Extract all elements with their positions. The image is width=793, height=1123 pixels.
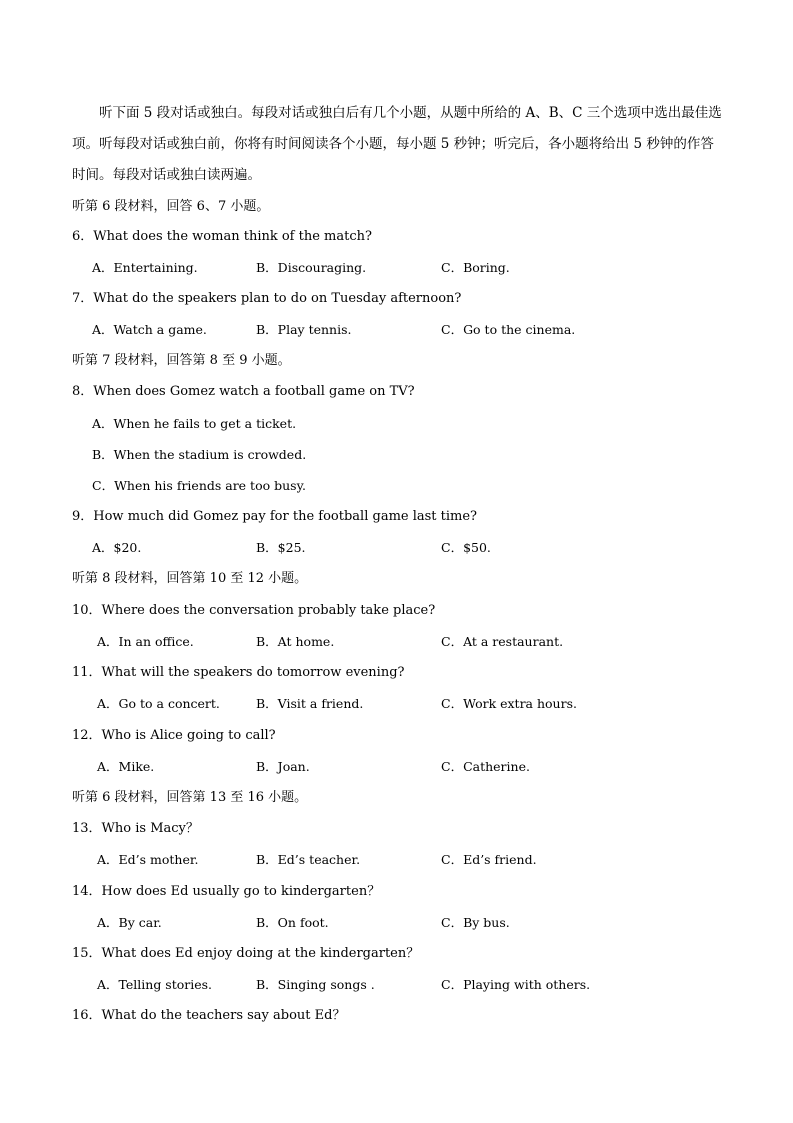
option-b: B．Play tennis. [256, 322, 352, 337]
option-a: A．$20. [92, 540, 142, 555]
section-heading: 听第 6 段材料，回答 6、7 小题。 [72, 199, 270, 214]
option-a: A．Ed’s mother. [97, 852, 199, 867]
option-c: C．When his friends are too busy. [92, 478, 306, 493]
question-stem: 7．What do the speakers plan to do on Tuesday afternoon? [72, 291, 462, 306]
question-stem: 14．How does Ed usually go to kindergarten？ [72, 884, 381, 899]
option-b: B．Discouraging. [256, 260, 367, 275]
option-b: B．Joan. [256, 759, 310, 774]
option-b: B．When the stadium is crowded. [92, 447, 307, 462]
option-a: A．Entertaining. [92, 260, 198, 275]
option-b: B．Ed’s teacher. [256, 852, 361, 867]
question-stem: 11．What will the speakers do tomorrow evening? [72, 665, 405, 680]
option-a: A．Watch a game. [92, 322, 207, 337]
option-c: C．By bus. [441, 915, 510, 930]
option-c: C．Playing with others. [441, 977, 591, 992]
question-stem: 9．How much did Gomez pay for the football game last time? [72, 509, 478, 524]
question-stem: 8．When does Gomez watch a football game on TV? [72, 384, 415, 399]
option-c: C．$50. [441, 540, 491, 555]
section-heading: 听第 6 段材料，回答第 13 至 16 小题。 [72, 790, 308, 805]
option-c: C．Ed’s friend. [441, 852, 537, 867]
section-heading: 听第 7 段材料，回答第 8 至 9 小题。 [72, 353, 291, 368]
option-a: A．By car. [97, 915, 162, 930]
option-c: C．Boring. [441, 260, 510, 275]
option-c: C．Work extra hours. [441, 696, 577, 711]
option-b: B．At home. [256, 634, 335, 649]
option-b: B．Visit a friend. [256, 696, 364, 711]
question-stem: 13．Who is Macy？ [72, 821, 199, 836]
question-stem: 15．What does Ed enjoy doing at the kindergarten？ [72, 946, 420, 961]
option-b: B．$25. [256, 540, 306, 555]
question-stem: 12．Who is Alice going to call? [72, 728, 276, 743]
option-c: C．Catherine. [441, 759, 530, 774]
option-b: B．Singing songs . [256, 977, 375, 992]
option-a: A．Go to a concert. [97, 696, 220, 711]
option-c: C．At a restaurant. [441, 634, 564, 649]
option-a: A．In an office. [97, 634, 194, 649]
listening-instructions: 听下面 5 段对话或独白。每段对话或独白后有几个小题，从题中所给的 A、B、C 三个选项中选出最佳选项。听每段对话或独白前，你将有时间阅读各个小题，每小题 5 秒钟；听完后，各小题将给出 5 秒钟的作答时间。每段对话或独白读两遍。 [72, 105, 722, 183]
option-a: A．Mike. [97, 759, 155, 774]
option-a: A．When he fails to get a ticket. [92, 416, 297, 431]
option-b: B．On foot. [256, 915, 329, 930]
question-stem: 6．What does the woman think of the match? [72, 229, 372, 244]
option-a: A．Telling stories. [97, 977, 213, 992]
question-stem: 10．Where does the conversation probably take place? [72, 603, 436, 618]
question-stem: 16．What do the teachers say about Ed？ [72, 1008, 346, 1023]
section-heading: 听第 8 段材料，回答第 10 至 12 小题。 [72, 571, 308, 586]
option-c: C．Go to the cinema. [441, 322, 576, 337]
